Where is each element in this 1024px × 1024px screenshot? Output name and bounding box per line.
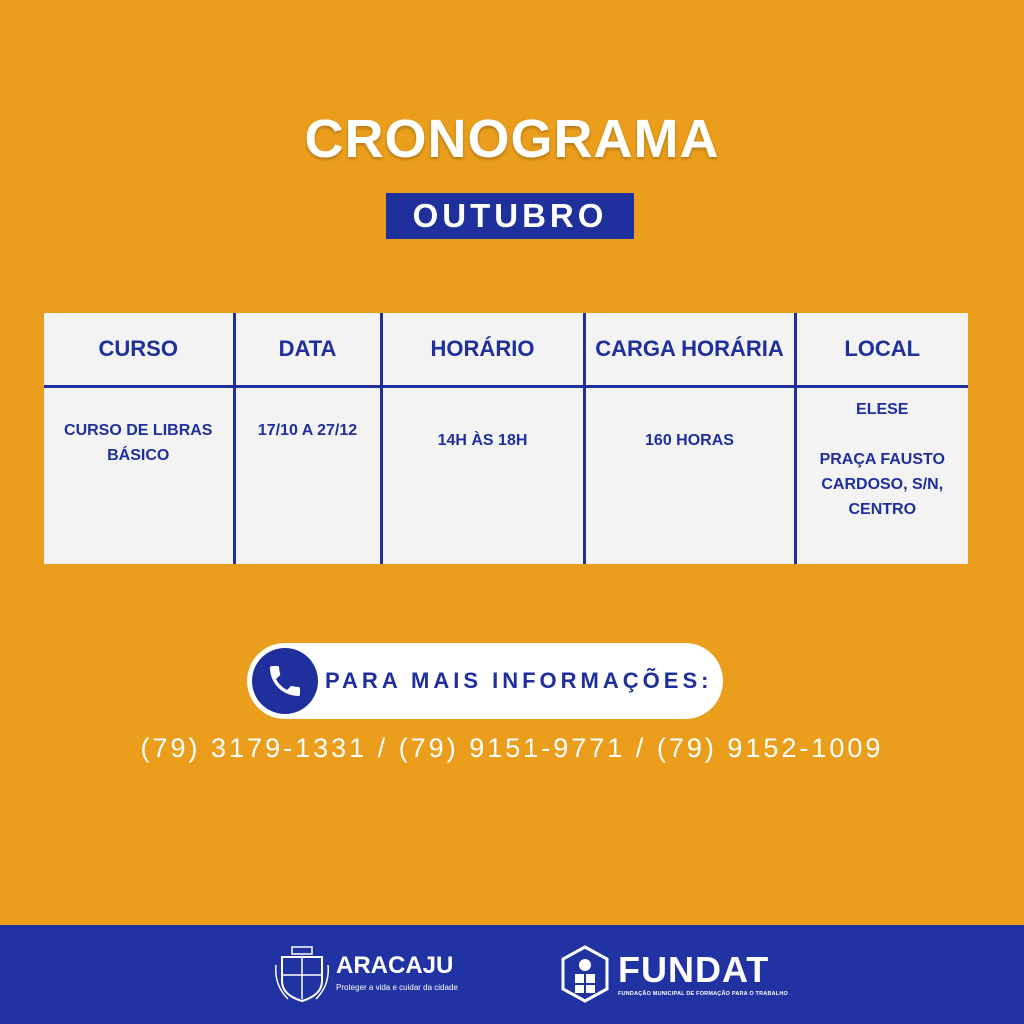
info-label: PARA MAIS INFORMAÇÕES: [325, 668, 713, 693]
cell-curso: CURSO DE LIBRAS BÁSICO [64, 422, 213, 464]
table-row [44, 387, 968, 565]
cell-carga-horaria: 160 HORAS [584, 387, 795, 565]
cell-horario: 14H ÀS 18H [381, 387, 584, 565]
phone-icon [252, 648, 318, 714]
fundat-tagline: FUNDAÇÃO MUNICIPAL DE FORMAÇÃO PARA O TRABALHO [618, 991, 789, 997]
phone-numbers: (79) 3179-1331 / (79) 9151-9771 / (79) 9152-1009 [140, 733, 884, 763]
header-horario: HORÁRIO [381, 313, 584, 387]
schedule-table [44, 313, 968, 564]
header-curso: CURSO [44, 313, 234, 387]
info-banner [247, 643, 723, 719]
month-badge: OUTUBRO [386, 193, 634, 239]
page-title: CRONOGRAMA [304, 109, 720, 169]
header-data: DATA [234, 313, 381, 387]
city-crest-icon [274, 945, 330, 1005]
local-name: ELESE [856, 401, 909, 418]
table-header-row [44, 313, 968, 387]
fundat-name: FUNDAT [618, 949, 770, 990]
cell-data: 17/10 A 27/12 [234, 387, 381, 565]
cell-local [795, 387, 968, 565]
header-carga-horaria: CARGA HORÁRIA [584, 313, 795, 387]
local-address: PRAÇA FAUSTO CARDOSO, S/N, CENTRO [819, 451, 945, 518]
aracaju-tagline: Proteger a vida e cuidar da cidade [336, 983, 458, 992]
footer [0, 925, 1024, 1024]
header-local: LOCAL [795, 313, 968, 387]
fundat-logo-icon [560, 945, 610, 1003]
aracaju-name: ARACAJU [336, 952, 454, 979]
